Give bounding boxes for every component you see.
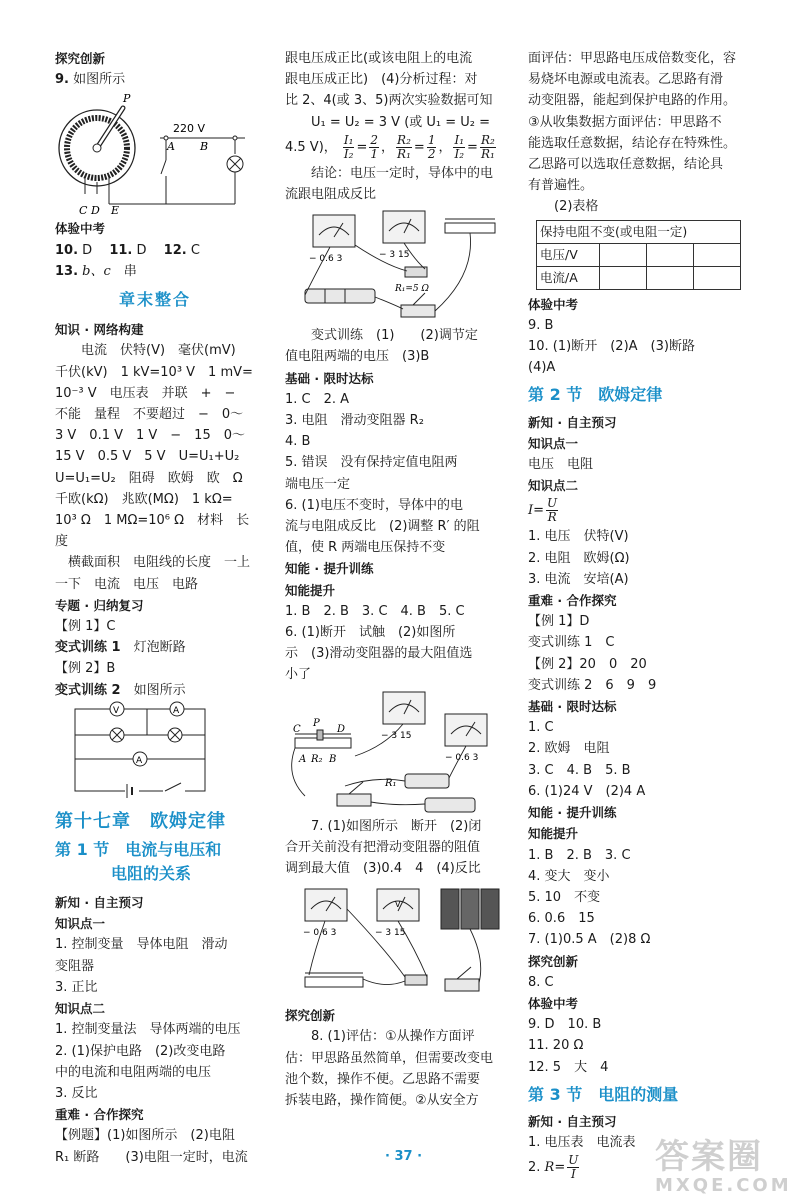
data-table: [536, 220, 741, 290]
label-p: P: [123, 92, 131, 106]
variant-2: 变式训练 2 如图所示: [55, 682, 186, 698]
heading-tiyan-3: 体验中考: [528, 296, 579, 312]
column-right: 面评估：甲思路电压成倍数变化，容 易烧坏电源或电流表。乙思路有滑 动变阻器，能起到保护电路的作用。 ③从收集数据方面评估：甲思路不 能选取任意数据，结论存在特殊性。 乙思路可以选取任意数据，结论具 有普遍性。 (2)表格 保持电阻不变(或电阻一定) 电压/V 电流/A 体验中考 9. B 10. (1)断开 (2)A (3)断路 (4)A 第 2 节 欧姆定律 新知 · 自主预习 知识点一 电压 电阻 知识点二 I= $\frac{U}{R}$ 1. 电压 伏特(V) 2. 电阻 欧姆(Ω) 3. 电流 安培(A) 重难 · 合作探究 【例 1】D 变式训练 1 C 【例 2】20 0 20 变式训练 2 6 9 9 基础 · 限时达标 1. C 2. 欧姆 电阻 3. C 4. B 5. B 6. (1)24 V (2)4 A 知能 · 提升训练 知能提升 1. B 2. B 3. C 4. 变大 变小 5. 10 不变 6. 0.6 15 7. (1)0.5 A (2)8 Ω 探究创新 8. C 体验中考 9. D 10. B 11. 20 Ω 12. 5 大 4 第 3 节 电阻的测量 新知 · 自主预习 1. 电压表 电流表 2. R= $\frac{U}{I}$: [528, 48, 753, 1183]
heading-zsd1-3: 知识点一: [528, 435, 579, 451]
scale-ammeter-3: − 0.6 3: [303, 928, 337, 939]
heading-xinzhi-3: 新知 · 自主预习: [528, 414, 617, 430]
heading-jichu: 基础 · 限时达标: [285, 370, 374, 386]
heading-zhineng: 知能 · 提升训练: [285, 561, 374, 577]
example-2: 【例 2】B: [55, 661, 116, 677]
label-r1: R₁=5 Ω: [395, 284, 429, 295]
formula-resistance: 2. R= $\frac{U}{I}$: [528, 1153, 579, 1182]
label-b: B: [200, 140, 209, 154]
scale-ammeter-2: − 0.6 3: [445, 752, 479, 763]
heading-tanjiu: 探究创新: [55, 51, 106, 66]
chapter-title: 第十七章 欧姆定律: [55, 810, 226, 832]
scale-voltmeter-3: − 3 15: [375, 928, 406, 939]
label-c: C: [79, 204, 88, 218]
heading-jichu-3: 基础 · 限时达标: [528, 699, 617, 715]
label-p-slider: P: [313, 717, 320, 729]
label-b-slider: B: [329, 753, 337, 765]
table-header: 保持电阻不变(或电阻一定): [537, 220, 741, 243]
label-d-slider: D: [337, 723, 346, 735]
label-c-slider: C: [293, 723, 301, 735]
heading-zhongnan: 重难 · 合作探究: [55, 1107, 144, 1123]
formula-ohm: I= $\frac{U}{R}$: [528, 496, 558, 525]
figure-experiment-1: [285, 205, 505, 325]
column-left: 探究创新 9. 如图所示 P 220 V A B C D E 体验中考 10. D 11. D 12. C 13. b、c 串 章末整合 知识 · 网络构建 电流 伏特(V) 毫伏(mV) 千伏(kV) 1 kV=10³ V 1 mV= 10⁻³ V 电压表 并联 + − 不能 量程 不要超过 − 0～ 3 V 0.1 V 1 V − 15 0～ 15 V 0.5 V 5 V U=U₁+U₂ U=U₁=U₂ 阻碍 欧姆 欧 Ω 千欧(kΩ) 兆欧(MΩ) 1 kΩ= 10³ Ω 1 MΩ=10⁶ Ω 材料 长度 横截面积 电阻线的长度 一上 一下 电流 电压 电路 专题 · 归纳复习 【例 1】C 变式训练 1 灯泡断路 【例 2】B 变式训练 2 如图所示 V A A 第十七章 欧姆定律 第 1 节 电流与电压和 电阻的关系 新知 · 自主预习 知识点一 1. 控制变量 导体电阻 滑动 变阻器 3. 正比 知识点二 1. 控制变量法 导体两端的电压 2. (1)保护电路 (2)改变电路 中的电流和电阻两端的电压 3. 反比 重难 · 合作探究 【例题】(1)如图所示 (2)电阻 R₁ 断路 (3)电阻一定时，电流: [55, 48, 255, 1168]
table-row: 电压/V: [537, 243, 741, 266]
meter-a1: A: [173, 705, 180, 716]
variant-1: 变式训练 1 灯泡断路: [55, 640, 186, 656]
label-e: E: [111, 204, 120, 218]
heading-tiyan-3b: 体验中考: [528, 995, 579, 1011]
figure-rheostat-circuit: [55, 90, 255, 218]
figure-parallel-circuit: [55, 701, 235, 801]
heading-znts: 知能提升: [285, 582, 336, 598]
heading-znts-3: 知能提升: [528, 826, 579, 842]
column-middle: 跟电压成正比(或该电阻上的电流 跟电压成正比) (4)分析过程：对 比 2、4(或 3、5)两次实验数据可知 U₁ = U₂ = 3 V (或 U₁ = U₂ = 4.5 V)， $\frac{\text{I₁}}{\text{I₂}}$ = $\frac{2}{1}$ ， $\frac{\text{R₂}}{\text{R₁}}$ = $\frac{1}{2}$ ， $\frac{\text{I₁}}{\text{I₂}}$ = $\frac{\text{R₂}}{\text{R₁}}$ 结论：电压一定时，导体中的电 流跟电阻成反比 − 0.6 3 − 3 15 R₁=5 Ω 变式训练 (1) (2)调节定 值电阻两端的电压 (3)B 基础 · 限时达标 1. C 2. A 3. 电阻 滑动变阻器 R₂ 4. B 5. 错误 没有保持定值电阻两 端电压一定 6. (1)电压不变时，导体中的电 流与电阻成反比 (2)调整 R′ 的阻 值，使 R 两端电压保持不变 知能 · 提升训练 知能提升 1. B 2. B 3. C 4. B 5. C 6. (1)断开 试触 (2)如图所 示 (3)滑动变阻器的最大阻值选 小了 − 3 15 − 0.6 3 C P D A R₂ B R₁ 7. (1)如图所示 断开 (2)闭 合开关前没有把滑动变阻器的阻值 调到最大值 (3)0.4 4 (4)反比 − 0.6 3 V − 3 15 探究创新 8. (1)评估：①从操作方面评 估：甲思路虽然简单，但需要改变电 池个数，操作不便。乙思路不需要 拆装电路，操作简便。②从安全方: [285, 48, 510, 1111]
page-number: · 37 ·: [384, 1149, 423, 1164]
label-220v: 220 V: [173, 122, 206, 136]
meter-v: V: [113, 705, 120, 716]
table-row: 电流/A: [537, 266, 741, 289]
answers-10-12: 10. D 11. D 12. C: [55, 242, 200, 258]
scale-ammeter: − 0.6 3: [309, 254, 343, 265]
label-d: D: [91, 204, 100, 218]
heading-zhishi: 知识 · 网络构建: [55, 322, 144, 338]
equation-2: 4.5 V)， $\frac{\text{I₁}}{\text{I₂}}$ = $\frac{2}{1}$ ， $\frac{\text{R₂}}{\text{R₁}}$ = $\frac{1}{2}$ ， $\frac{\text{I₁}}{\text{I₂}}$ = $\frac{\text{R₂}}{\text{R₁}}$: [285, 132, 495, 161]
label-r1-2: R₁: [385, 777, 397, 789]
meter-v-3: V: [395, 900, 401, 910]
heading-xinzhi-3b: 新知 · 自主预习: [528, 1113, 617, 1129]
lesson-3-title: 第 3 节 电阻的测量: [528, 1084, 679, 1104]
heading-zhineng-3: 知能 · 提升训练: [528, 805, 617, 821]
label-r2: R₂: [311, 753, 323, 765]
variant-training: 变式训练 (1) (2)调节定 值电阻两端的电压 (3)B: [285, 328, 478, 365]
heading-zhuanti: 专题 · 归纳复习: [55, 597, 144, 613]
label-a-slider: A: [299, 753, 307, 765]
lesson-1-title: 第 1 节 电流与电压和 电阻的关系: [55, 840, 222, 884]
heading-tanjiu-2: 探究创新: [285, 1008, 336, 1024]
q9: 9. 如图所示: [55, 72, 126, 88]
answer-13: 13. b、c 串: [55, 263, 137, 279]
scale-voltmeter: − 3 15: [379, 250, 410, 261]
network-answers: 电流 伏特(V) 毫伏(mV) 千伏(kV) 1 kV=10³ V 1 mV= 10⁻³ V 电压表 并联 + − 不能 量程 不要超过 − 0～ 3 V 0.1 V 1 V − 15 0～ 15 V 0.5 V 5 V U=U₁+U₂ U=U₁=U₂ 阻碍 欧姆 欧 Ω 千欧(kΩ) 兆欧(MΩ) 1 kΩ= 10³ Ω 1 MΩ=10⁶ Ω 材料 长度 横截面积 电阻线的长度 一上 一下 电流 电压 电路: [55, 343, 253, 592]
equation-1: U₁ = U₂ = 3 V (或 U₁ = U₂ =: [311, 114, 491, 130]
scale-voltmeter-2: − 3 15: [381, 730, 412, 741]
example-1: 【例 1】C: [55, 619, 116, 635]
heading-zhongnan-3: 重难 · 合作探究: [528, 593, 617, 609]
meter-a2: A: [136, 755, 143, 766]
figure-experiment-3: [285, 879, 505, 1005]
heading-tanjiu-3: 探究创新: [528, 953, 579, 969]
heading-zsd1: 知识点一: [55, 916, 106, 932]
heading-zsd2-3: 知识点二: [528, 478, 579, 494]
lesson-2-title: 第 2 节 欧姆定律: [528, 385, 663, 405]
heading-tiyan: 体验中考: [55, 221, 106, 237]
figure-experiment-2: [285, 686, 505, 816]
watermark-logo: 答案圈 MXQE.COM: [655, 1137, 792, 1196]
heading-xinzhi: 新知 · 自主预习: [55, 895, 144, 911]
heading-zsd2: 知识点二: [55, 1001, 106, 1017]
label-a: A: [167, 140, 175, 154]
section-title-zhangmo: 章末整合: [118, 290, 191, 310]
